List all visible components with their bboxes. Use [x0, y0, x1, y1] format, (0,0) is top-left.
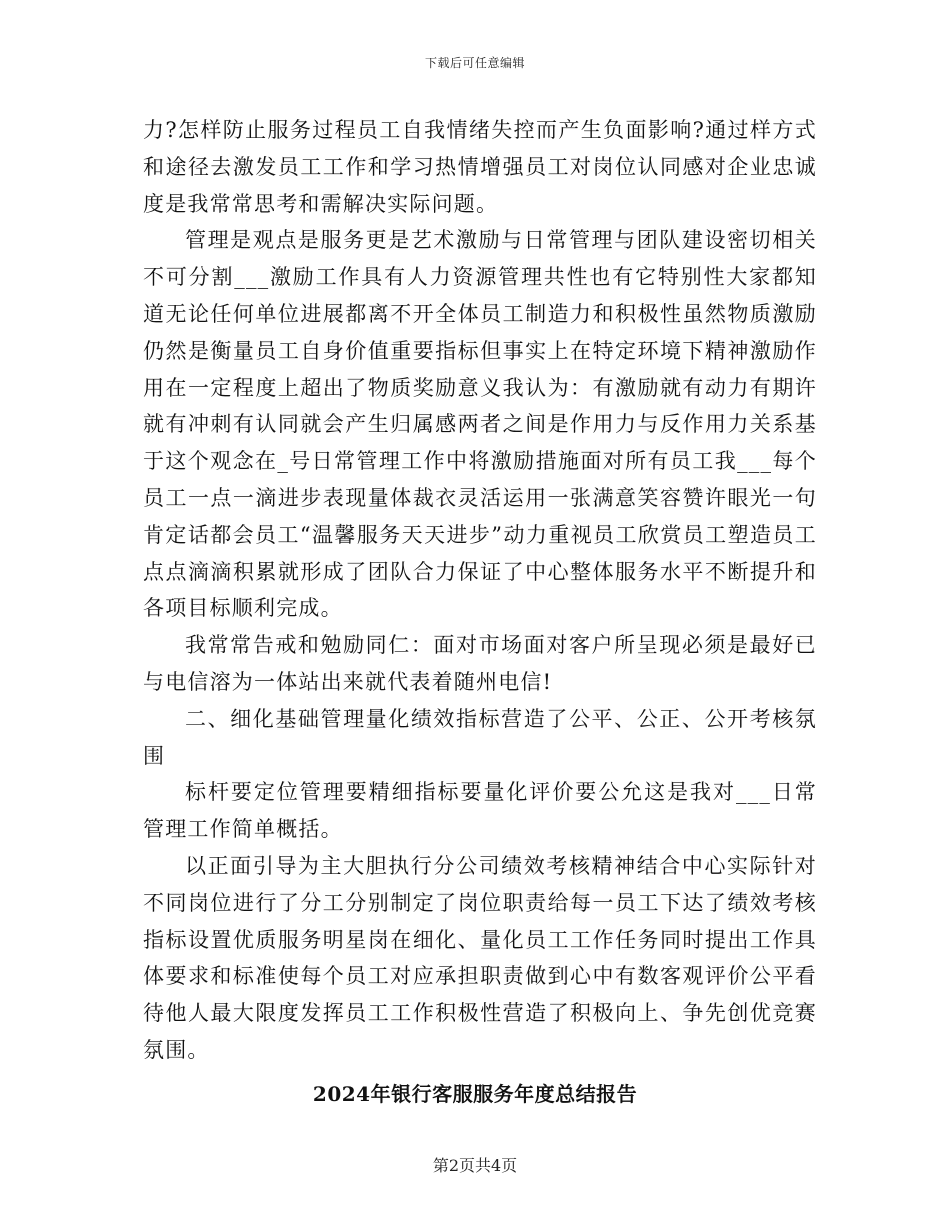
paragraph-continuation: 力?怎样防止服务过程员工自我情绪失控而产生负面影响?通过样方式和途径去激发员工工作和学习热情增强员工对岗位认同感对企业忠诚度是我常常思考和需解决实际问题。 [143, 118, 817, 216]
page-footer: 第2页共4页 [432, 1156, 518, 1175]
paragraph-positive-guidance: 以正面引导为主大胆执行分公司绩效考核精神结合中心实际针对不同岗位进行了分工分别制定了岗位职责给每一员工下达了绩效考核指标设置优质服务明星岗在细化、量化员工工作任务同时提出工作具体要求和标准使每个员工对应承担职责做到心中有数客观评价公平看待他人最大限度发挥员工工作积极性营造了积极向上、争先创优竞赛氛围。 [143, 853, 817, 1062]
document-title: 2024年银行客服服务年度总结报告 [312, 1082, 638, 1106]
paragraph-encourage-colleagues: 我常常告戒和勉励同仁：面对市场面对客户所呈现必须是最好已与电信溶为一体站出来就代表着随州电信! [143, 633, 817, 694]
paragraph-management-incentive: 管理是观点是服务更是艺术激励与日常管理与团队建设密切相关不可分割___激励工作具有人力资源管理共性也有它特别性大家都知道无论任何单位进展都离不开全体员工制造力和积极性虽然物质激励仍然是衡量员工自身价值重要指标但事实上在特定环境下精神激励作用在一定程度上超出了物质奖励意义我认为：有激励就有动力有期许就有冲刺有认同就会产生归属感两者之间是作用力与反作用力关系基于这个观念在_号日常管理工作中将激励措施面对所有员工我___每个员工一点一滴进步表现量体裁衣灵活运用一张满意笑容赞许眼光一句肯定话都会员工“温馨服务天天进步”动力重视员工欣赏员工塑造员工点点滴滴积累就形成了团队合力保证了中心整体服务水平不断提升和各项目标顺利完成。 [143, 228, 817, 621]
paragraph-benchmark: 标杆要定位管理要精细指标要量化评价要公允这是我对___日常管理工作简单概括。 [143, 780, 817, 842]
section-heading-2: 二、细化基础管理量化绩效指标营造了公平、公正、公开考核氛围 [143, 706, 817, 768]
page-header: 下载后可任意编辑 [424, 56, 525, 70]
document-body [143, 112, 817, 1069]
